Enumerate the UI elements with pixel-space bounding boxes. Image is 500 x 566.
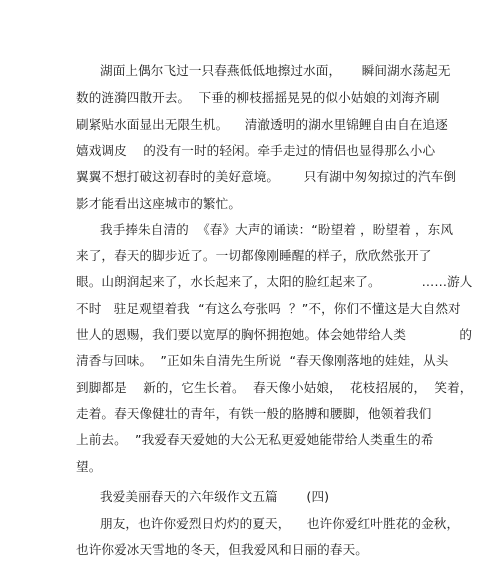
section-heading: 我爱美丽春天的六年级作文五篇 (四)	[100, 489, 330, 504]
paragraph-2-line-5: 世人的恩赐，我们要以宽厚的胸怀拥抱她。体会她带给人类 的	[76, 327, 473, 342]
paragraph-2-line-10: 望。	[76, 459, 102, 474]
paragraph-3-line-1: 朋友，也许你爱烈日灼灼的夏天， 也许你爱红叶胜花的金秋，	[100, 516, 460, 531]
paragraph-2-line-7: 到脚都是 新的，它生长着。 春天像小姑娘， 花枝招展的， 笑着，	[76, 380, 473, 395]
paragraph-1-line-5: 翼翼不想打破这初春时的美好意境。 只有湖中匆匆掠过的汽车倒	[76, 169, 457, 184]
paragraph-1-line-1: 湖面上偶尔飞过一只春燕低低地擦过水面， 瞬间湖水荡起无	[100, 63, 451, 78]
paragraph-1-line-4: 嬉戏调皮 的没有一时的轻闲。牵手走过的情侣也显得那么小心	[76, 143, 436, 158]
paragraph-1-line-3: 刷紧贴水面显出无限生机。 清澈透明的湖水里锦鲤自由自在追逐	[76, 117, 448, 132]
paragraph-2-line-9: 上前去。 ”我爱春天爱她的大公无私更爱她能带给人类重生的希	[76, 432, 434, 447]
paragraph-1-line-2: 数的涟漪四散开去。 下垂的柳枝摇摇晃晃的似小姑娘的刘海齐刷	[76, 90, 440, 105]
paragraph-2-line-6: 清香与回味。 ”正如朱自清先生所说 “春天像刚落地的娃娃，从头	[76, 353, 449, 368]
paragraph-2-line-4: 不时 驻足观望着我 “有这么夸张吗 ？”不，你们不懂这是大自然对	[76, 301, 461, 316]
paragraph-2-line-2: 来了，春天的脚步近了。一切都像刚睡醒的样子，欣欣然张开了	[76, 248, 432, 263]
paragraph-2-line-3: 眼。山朗润起来了，水长起来了，太阳的脸红起来了。 ……游人	[76, 274, 473, 289]
paragraph-2-line-8: 走着。春天像健壮的青年，有铁一般的胳膊和腰脚，他领着我们	[76, 406, 432, 421]
paragraph-3-line-2: 也许你爱冰天雪地的冬天，但我爱风和日丽的春天。	[76, 542, 368, 557]
paragraph-1-line-6: 影才能看出这座城市的繁忙。	[76, 196, 242, 211]
paragraph-2-line-1: 我手捧朱自清的 《春》大声的诵读：“盼望着 ，盼望着 ，东风	[100, 222, 454, 237]
